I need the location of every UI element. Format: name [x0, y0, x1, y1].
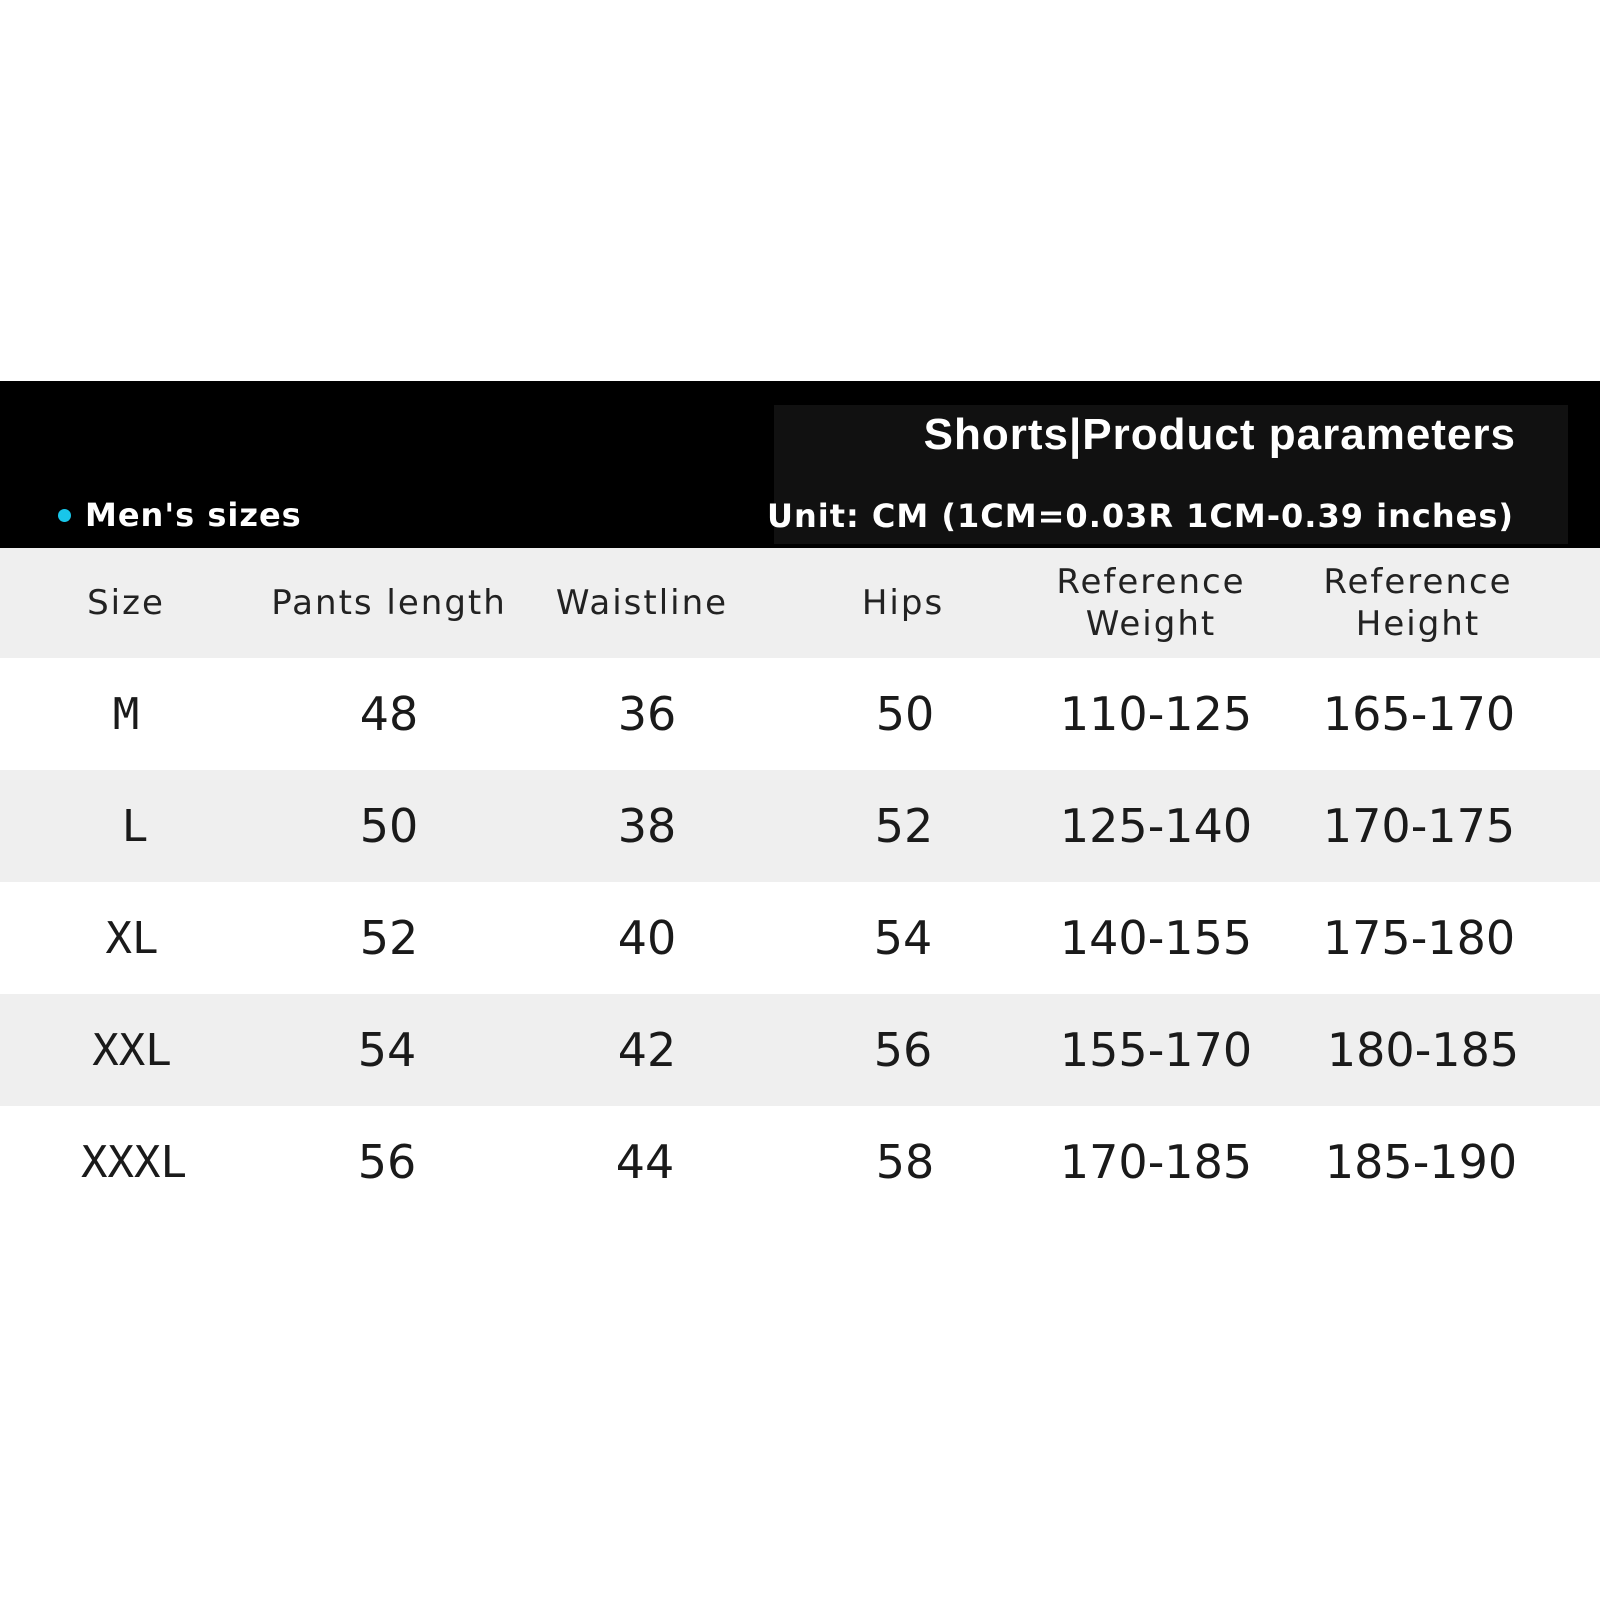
section-label: [58, 496, 302, 534]
table-header-row: [0, 548, 1600, 658]
size-table: [0, 548, 1600, 1218]
cell-waistline: 40: [617, 911, 677, 965]
cell-pants-length: 56: [357, 1135, 417, 1189]
cell-reference-weight: 140-155: [1059, 911, 1253, 965]
cell-pants-length: 52: [359, 911, 419, 965]
cell-waistline: 42: [617, 1023, 677, 1077]
cell-size: XL: [105, 912, 159, 964]
cell-waistline: 38: [617, 799, 677, 853]
cell-waistline: 44: [615, 1135, 675, 1189]
header-cell-reference-height: Reference Height: [1323, 562, 1513, 644]
cell-reference-weight: 110-125: [1059, 687, 1253, 741]
header-cell-hips: Hips: [861, 583, 945, 623]
cell-size: L: [121, 800, 149, 852]
table-row: [0, 1106, 1600, 1218]
cell-hips: 58: [875, 1135, 935, 1189]
cell-size: XXXL: [81, 1136, 187, 1188]
cell-size: XXL: [92, 1024, 172, 1076]
cell-hips: 56: [873, 1023, 933, 1077]
cell-pants-length: 54: [357, 1023, 417, 1077]
cell-pants-length: 50: [359, 799, 419, 853]
cell-reference-height: 185-190: [1324, 1135, 1518, 1189]
cell-reference-height: 165-170: [1322, 687, 1516, 741]
cell-reference-height: 170-175: [1322, 799, 1516, 853]
bullet-dot-icon: [58, 509, 71, 522]
cell-hips: 54: [873, 911, 933, 965]
table-row: [0, 658, 1600, 770]
cell-waistline: 36: [617, 687, 677, 741]
header-cell-pants-length: Pants length: [271, 583, 507, 623]
cell-size: M: [112, 688, 140, 740]
table-row: [0, 994, 1600, 1106]
table-row: [0, 882, 1600, 994]
header-cell-size: Size: [87, 583, 165, 623]
header-cell-waistline: Waistline: [555, 583, 729, 623]
cell-pants-length: 48: [359, 687, 419, 741]
cell-reference-height: 175-180: [1322, 911, 1516, 965]
cell-reference-weight: 170-185: [1059, 1135, 1253, 1189]
cell-reference-weight: 155-170: [1059, 1023, 1253, 1077]
section-label-text: Men's sizes: [85, 496, 302, 534]
cell-reference-weight: 125-140: [1059, 799, 1253, 853]
page-title: Shorts|Product parameters: [923, 410, 1516, 459]
table-row: [0, 770, 1600, 882]
header-cell-reference-weight: Reference Weight: [1056, 562, 1246, 644]
cell-hips: 50: [875, 687, 935, 741]
unit-note: Unit: CM (1CM=0.03R 1CM-0.39 inches): [766, 497, 1514, 535]
cell-hips: 52: [874, 799, 934, 853]
cell-reference-height: 180-185: [1326, 1023, 1520, 1077]
